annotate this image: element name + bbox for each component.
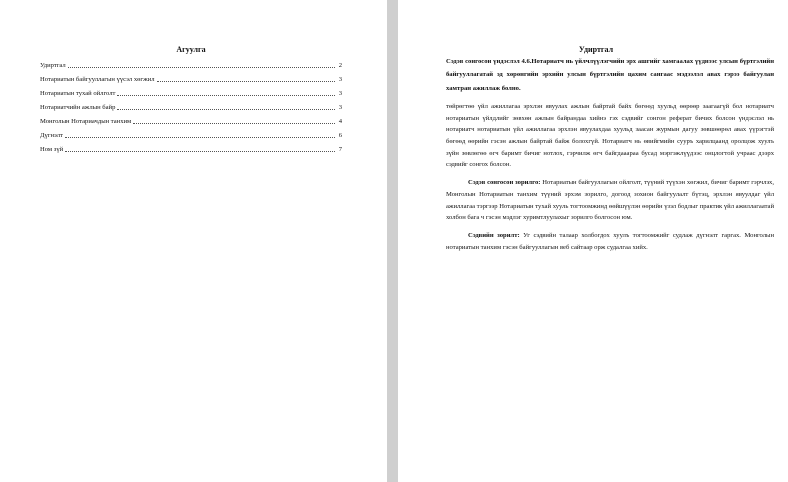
toc-item[interactable] (40, 84, 342, 98)
toc-leader (65, 137, 335, 138)
toc-item-page: 2 (338, 62, 342, 69)
toc-item-page: 4 (338, 118, 342, 125)
toc-leader (65, 151, 335, 152)
goal-label: Сэдэв сонгосон зорилго: (468, 179, 541, 187)
toc-item-page: 3 (338, 104, 342, 111)
toc-item-label: Монголын Нотариачдын танхим (40, 118, 132, 125)
toc-leader (117, 95, 335, 96)
toc-item[interactable] (40, 70, 342, 84)
toc-leader (117, 109, 335, 110)
toc-item-page: 3 (338, 90, 342, 97)
toc-list (40, 56, 342, 154)
goal-text: Нотариатын байгууллагын ойлголт, түүний түүхэн хөгжил, бичиг баримт гэрчлэх, Монголын Нотариатын танхим түүний эрхэм зорилго, догоод зохион байгуулалт бүтэц, эрхлэн явуулдаг үйл ажиллагаа тэргээр Нотариатын тухай хууль тогтоомжинд өөйшүүлэн өөрийн үзэл бодлыг практик үйл ажиллагаатай холбон бага ч гэсэн мэдлэг хуримтлуулахыг зорилго болгосон юм. (446, 179, 774, 222)
objective-text: Уг сэдвийн талаар холбогдох хуулъ тогтоомжийг судлаж дүгнэлт гаргах. Монголын нотариатын танхим гэсэн байгууллагын веб сайтаар орж судалгаа хийх. (446, 231, 774, 251)
toc-item-label: Удиртгал (40, 62, 66, 69)
goal-paragraph (446, 177, 774, 224)
page-gap (387, 0, 398, 482)
toc-item-label: Нотариатын тухай ойлголт (40, 90, 116, 97)
toc-item[interactable] (40, 140, 342, 154)
toc-item-page: 6 (338, 132, 342, 139)
intro-content (446, 55, 774, 253)
intro-title: Удиртгал (578, 45, 614, 54)
intro-rationale: Сэдэв сонгосон үндэслэл 4.6.Нотариатч нь үйлчлүүлэгчийн эрх ашгийг хамгаалах үүднээс улсын бүртгэлийн байгууллагатай эд хөрөнгийн эрхийн улсын бүртгэлийн цахим сангаас мэдээлэл авах гэрээ байгуулан хамтран ажиллаж болно. (446, 58, 774, 92)
toc-leader (68, 67, 335, 68)
objective-paragraph (446, 230, 774, 253)
toc-item-page: 3 (338, 76, 342, 83)
toc-item[interactable] (40, 112, 342, 126)
toc-item-label: Ном зүй (40, 146, 64, 153)
toc-item-label: Нотариатчийн ажлын байр (40, 104, 116, 111)
toc-item[interactable] (40, 126, 342, 140)
objective-label: Сэдвийн зорилт: (468, 231, 520, 239)
intro-paragraph: төйрөгтөө үйл ажиллагаа эрхлэн явуулах ажлын байртай байх бөгөөд хуульд өөрөөр заагаагүй бол нотариатч нотариатын үйлдлийг зөвхөн ажлын байрандаа хийнэ гэх сэдвийг сонгон реферат бичих болсон үндэслэл нь нотариатч нотариатын үйл ажиллагаа эрхлэн явуулахдаа хуульд заасан журмын дагуу зөвшөөрөл авах үүрэгтэй бөгөөд өөрийн гэсэн ажлын байртай байж болохгүй. Нотариатч нь өвийгмийн сууръ харилцаанд оролцож хуулъ зүйн зөвлөгөө өгч баримт бичиг нотлох, гэрчилж өгч байгдааараа бусад мэргэжлүүдээс онцлогтой учраас дээрх сэдвийг сонгох болсон. (446, 102, 774, 169)
toc-item[interactable] (40, 98, 342, 112)
toc-item-page: 7 (338, 146, 342, 153)
toc-item-label: Дүгнэлт (40, 132, 63, 139)
toc-page (0, 0, 387, 482)
toc-leader (133, 123, 335, 124)
toc-leader (157, 81, 336, 82)
toc-item-label: Нотариатын байгууллагын үүсэл хөгжил (40, 76, 155, 83)
toc-title: Агуулга (176, 45, 206, 54)
toc-item[interactable] (40, 56, 342, 70)
